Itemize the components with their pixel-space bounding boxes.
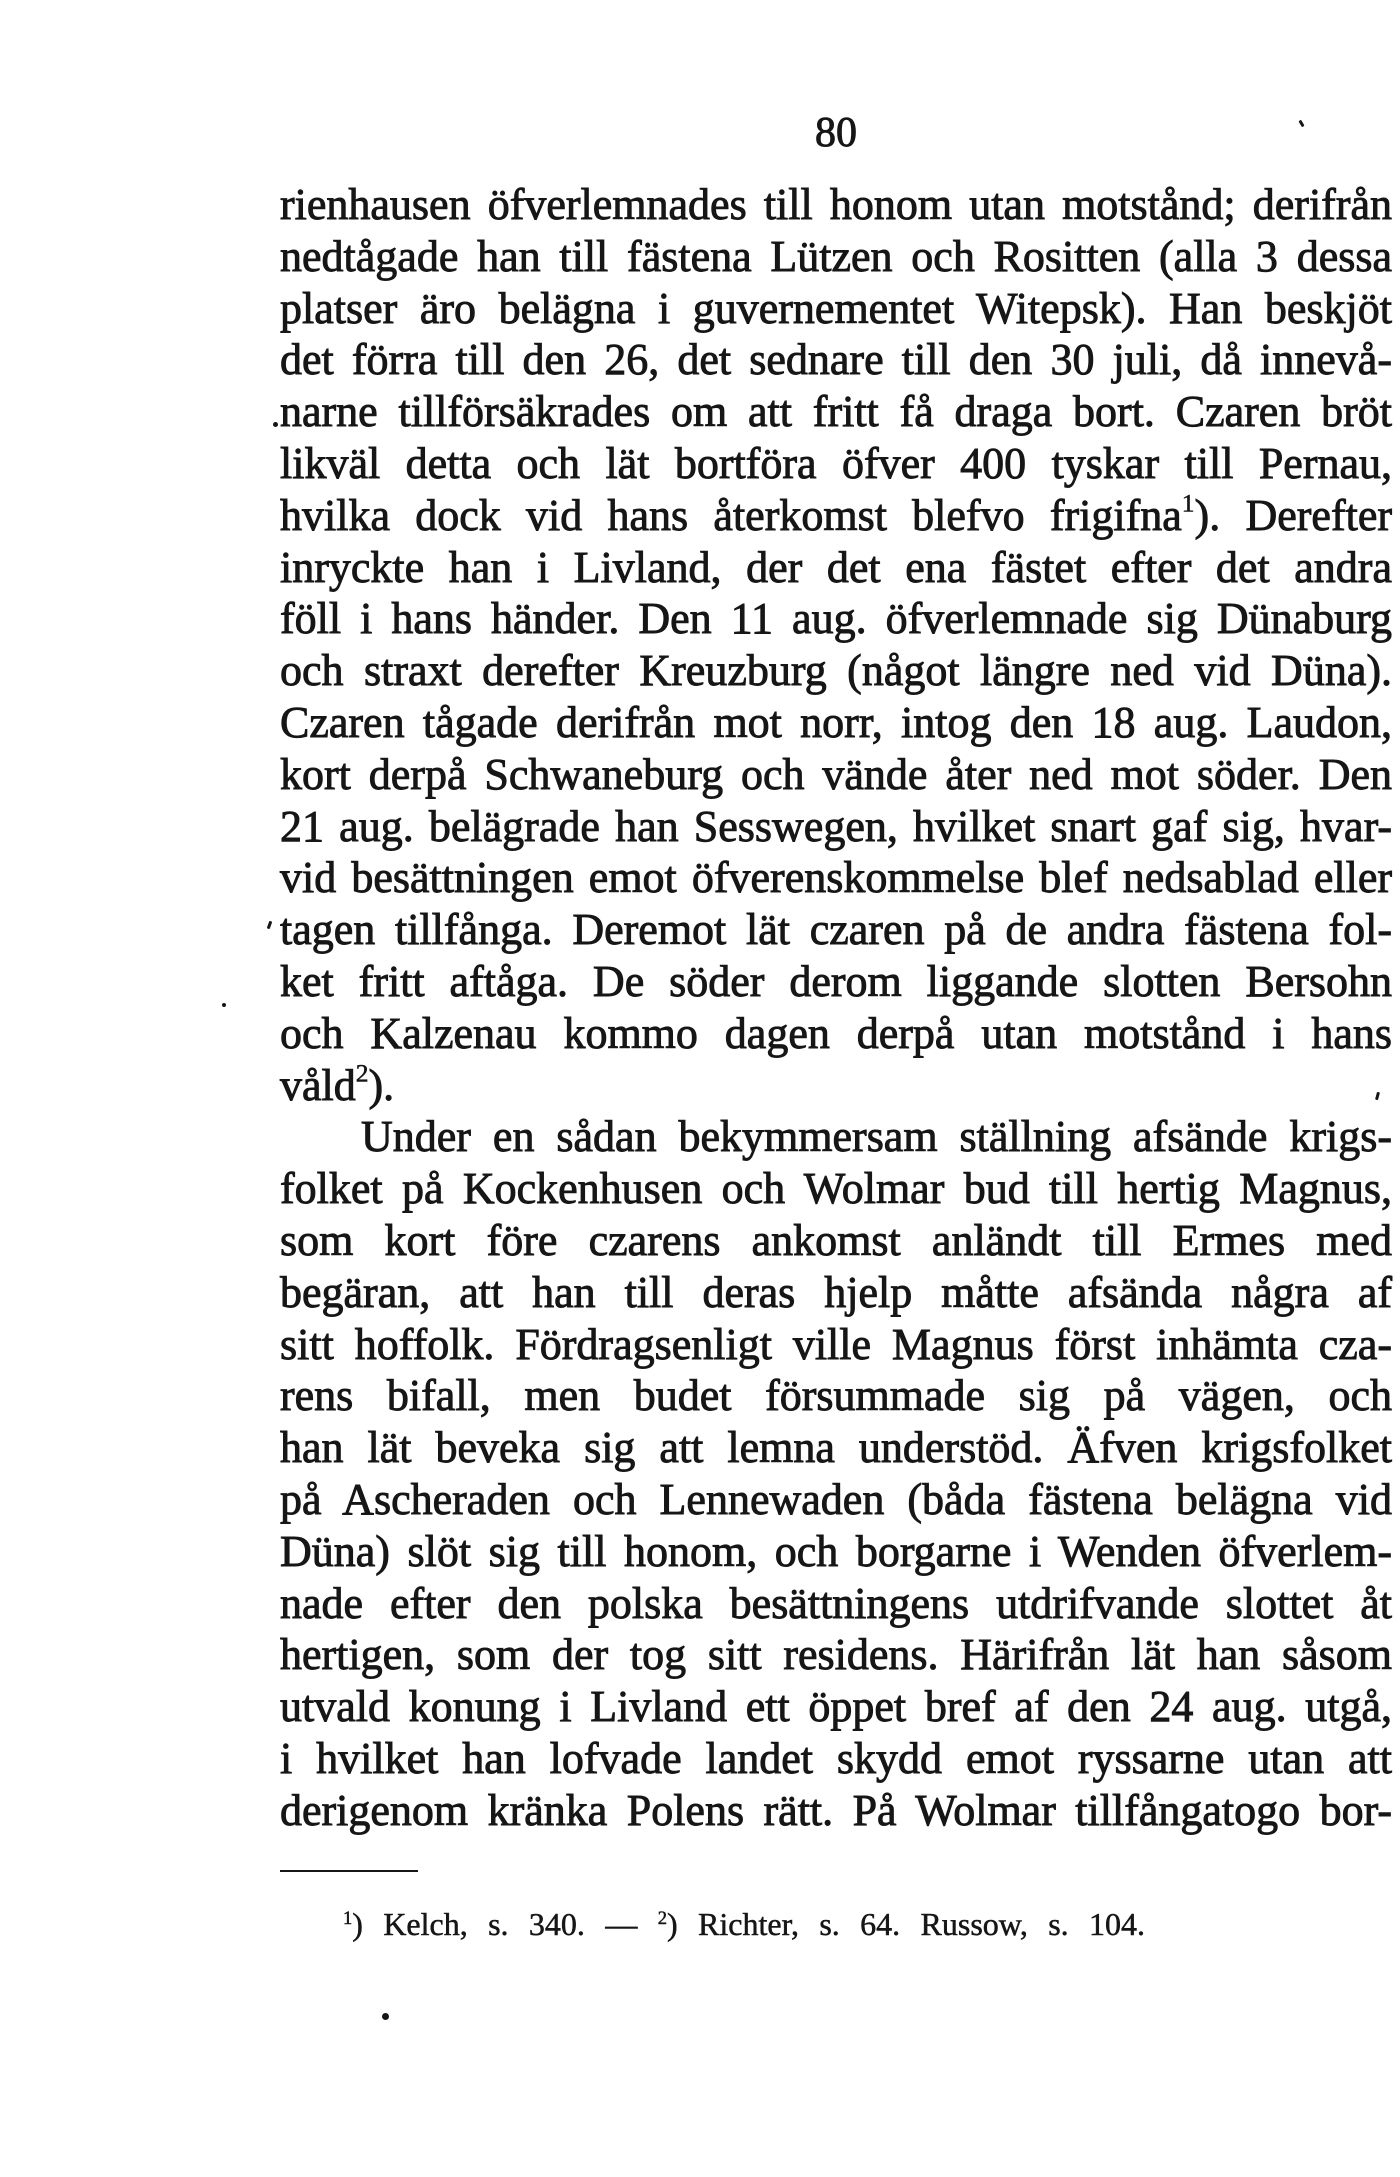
text-line: som kort före czarens ankomst anländt till Ermes med <box>280 1215 1392 1265</box>
footnote-text: ) Kelch, s. 340. <box>352 1906 585 1942</box>
text-line: på Ascheraden och Lennewaden (båda fästena belägna vid <box>280 1474 1392 1524</box>
footnote-separator: — <box>605 1906 638 1942</box>
text-line: inryckte han i Livland, der det ena fästet efter det andra <box>280 542 1392 592</box>
scan-speck <box>1298 120 1304 128</box>
text-line: hertigen, som der tog sitt residens. Härifrån lät han såsom <box>280 1630 1392 1680</box>
scan-speck <box>267 921 273 930</box>
line-text: hvilka dock vid hans återkomst blefvo frigifna <box>280 490 1182 540</box>
text-line: nedtågade han till fästena Lützen och Rositten (alla 3 dessa <box>280 231 1392 281</box>
text-line: vid besättningen emot öfverenskommelse blef nedsablad eller <box>280 853 1392 903</box>
text-line: det förra till den 26, det sednare till den 30 juli, då innevå- <box>280 335 1392 385</box>
text-line: Düna) slöt sig till honom, och borgarne i Wenden öfverlem- <box>280 1526 1392 1576</box>
footnote-ref: 1 <box>1181 488 1195 518</box>
line-text: ). <box>368 1060 395 1110</box>
text-line: begäran, att han till deras hjelp måtte afsända några af <box>280 1267 1392 1317</box>
paragraph <box>280 1111 1392 1836</box>
text-line: derigenom kränka Polens rätt. På Wolmar tillfångatogo bor- <box>280 1785 1392 1835</box>
text-line: och Kalzenau kommo dagen derpå utan motstånd i hans <box>280 1008 1392 1058</box>
footnote-ref: 2 <box>355 1058 369 1088</box>
text-line: folket på Kockenhusen och Wolmar bud till hertig Magnus, <box>280 1164 1392 1214</box>
text-line: likväl detta och lät bortföra öfver 400 tyskar till Pernau, <box>280 438 1392 488</box>
text-line: platser äro belägna i guvernementet Witepsk). Han beskjöt <box>280 283 1392 333</box>
paragraph <box>280 179 1392 1111</box>
text-line: tagen tillfånga. Deremot lät czaren på de andra fästena fol- <box>280 905 1392 955</box>
footnote-number: 2 <box>657 1907 667 1929</box>
text-line: sitt hoffolk. Fördragsenligt ville Magnus först inhämta cza- <box>280 1319 1392 1369</box>
text-line: Under en sådan bekymmersam ställning afsände krigs- <box>361 1112 1392 1162</box>
text-line: Czaren tågade derifrån mot norr, intog den 18 aug. Laudon, <box>280 697 1392 747</box>
text-line: rienhausen öfverlemnades till honom utan motstånd; derifrån <box>280 180 1392 229</box>
text-line: rens bifall, men budet försummade sig på vägen, och <box>280 1371 1392 1421</box>
text-line: narne tillförsäkrades om att fritt få draga bort. Czaren bröt <box>280 387 1392 437</box>
footnote-number: 1 <box>343 1907 353 1929</box>
scan-speck <box>382 2013 389 2020</box>
text-line: och straxt derefter Kreuzburg (något längre ned vid Düna). <box>280 646 1392 696</box>
text-line: i hvilket han lofvade landet skydd emot ryssarne utan att <box>280 1733 1392 1783</box>
text-line: utvald konung i Livland ett öppet bref af den 24 aug. utgå, <box>280 1682 1392 1732</box>
page-number: 80 <box>815 110 857 156</box>
body-text <box>280 179 1392 1837</box>
text-line: ket fritt aftåga. De söder derom liggande slotten Bersohn <box>280 956 1392 1006</box>
text-line <box>280 1060 1392 1112</box>
footnote-rule <box>280 1870 418 1872</box>
text-line: nade efter den polska besättningens utdrifvande slottet åt <box>280 1578 1392 1628</box>
text-line: föll i hans händer. Den 11 aug. öfverlemnade sig Dünaburg <box>280 594 1392 644</box>
text-line: 21 aug. belägrade han Sesswegen, hvilket snart gaf sig, hvar- <box>280 801 1392 851</box>
text-line <box>280 490 1392 542</box>
footnotes <box>343 1902 1145 1946</box>
line-text: ). Derefter <box>1194 490 1393 540</box>
text-line: kort derpå Schwaneburg och vände åter ned mot söder. Den <box>280 749 1392 799</box>
footnote-text: ) Richter, s. 64. Russow, s. 104. <box>667 1906 1146 1942</box>
scan-speck <box>273 422 278 427</box>
text-line: han lät beveka sig att lemna understöd. Äfven krigsfolket <box>280 1423 1392 1473</box>
line-text: våld <box>280 1060 356 1110</box>
scan-speck <box>222 1003 226 1007</box>
